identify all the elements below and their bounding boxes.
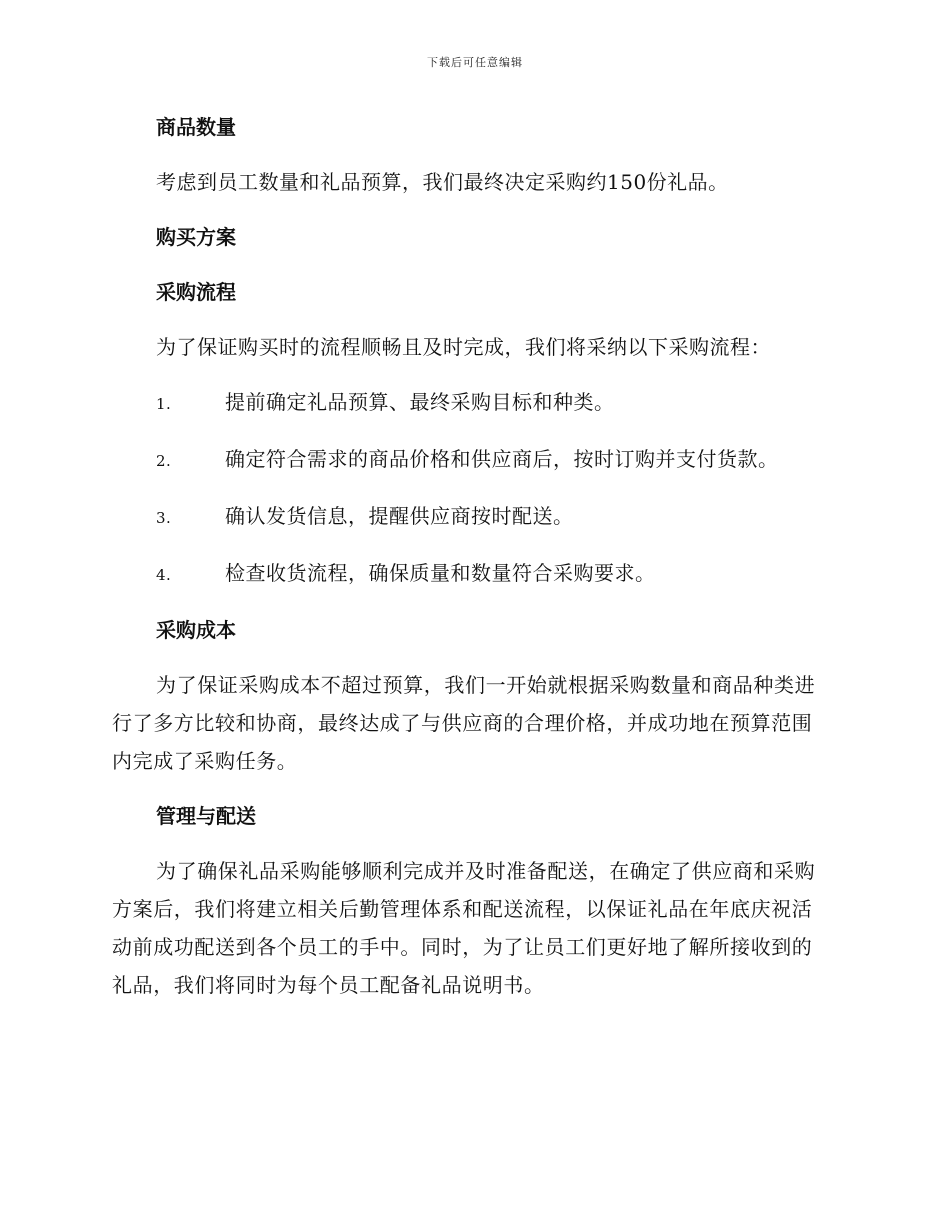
list-number: 2. [156,452,172,470]
list-item [112,440,832,480]
list-number: 1. [156,395,172,413]
header-note: 下载后可任意编辑 [427,56,523,69]
heading-process: 采购流程 [156,280,236,304]
paragraph-cost: 为了保证采购成本不超过预算，我们一开始就根据采购数量和商品种类进行了多方比较和协商，最终达成了与供应商的合理价格，并成功地在预算范围内完成了采购任务。 [112,673,816,773]
list-number: 3. [156,509,172,527]
list-number: 4. [156,566,172,584]
list-item [112,554,832,594]
heading-plan: 购买方案 [156,225,236,249]
heading-delivery: 管理与配送 [156,804,256,828]
paragraph-process-intro: 为了保证购买时的流程顺畅且及时完成，我们将采纳以下采购流程： [156,335,771,359]
paragraph-delivery: 为了确保礼品采购能够顺利完成并及时准备配送，在确定了供应商和采购方案后，我们将建立相关后勤管理体系和配送流程，以保证礼品在年底庆祝活动前成功配送到各个员工的手中。同时，为了让员工们更好地了解所接收到的礼品，我们将同时为每个员工配备礼品说明书。 [112,859,816,997]
list-item [112,497,832,537]
list-text: 提前确定礼品预算、最终采购目标和种类。 [225,390,615,414]
list-item [112,383,832,423]
heading-cost: 采购成本 [156,618,236,642]
heading-quantity: 商品数量 [156,115,236,139]
paragraph-quantity: 考虑到员工数量和礼品预算，我们最终决定采购约150份礼品。 [156,170,729,194]
list-text: 确认发货信息，提醒供应商按时配送。 [225,504,574,528]
list-text: 检查收货流程，确保质量和数量符合采购要求。 [225,561,656,585]
list-text: 确定符合需求的商品价格和供应商后，按时订购并支付货款。 [225,447,779,471]
document-body [112,108,832,1021]
